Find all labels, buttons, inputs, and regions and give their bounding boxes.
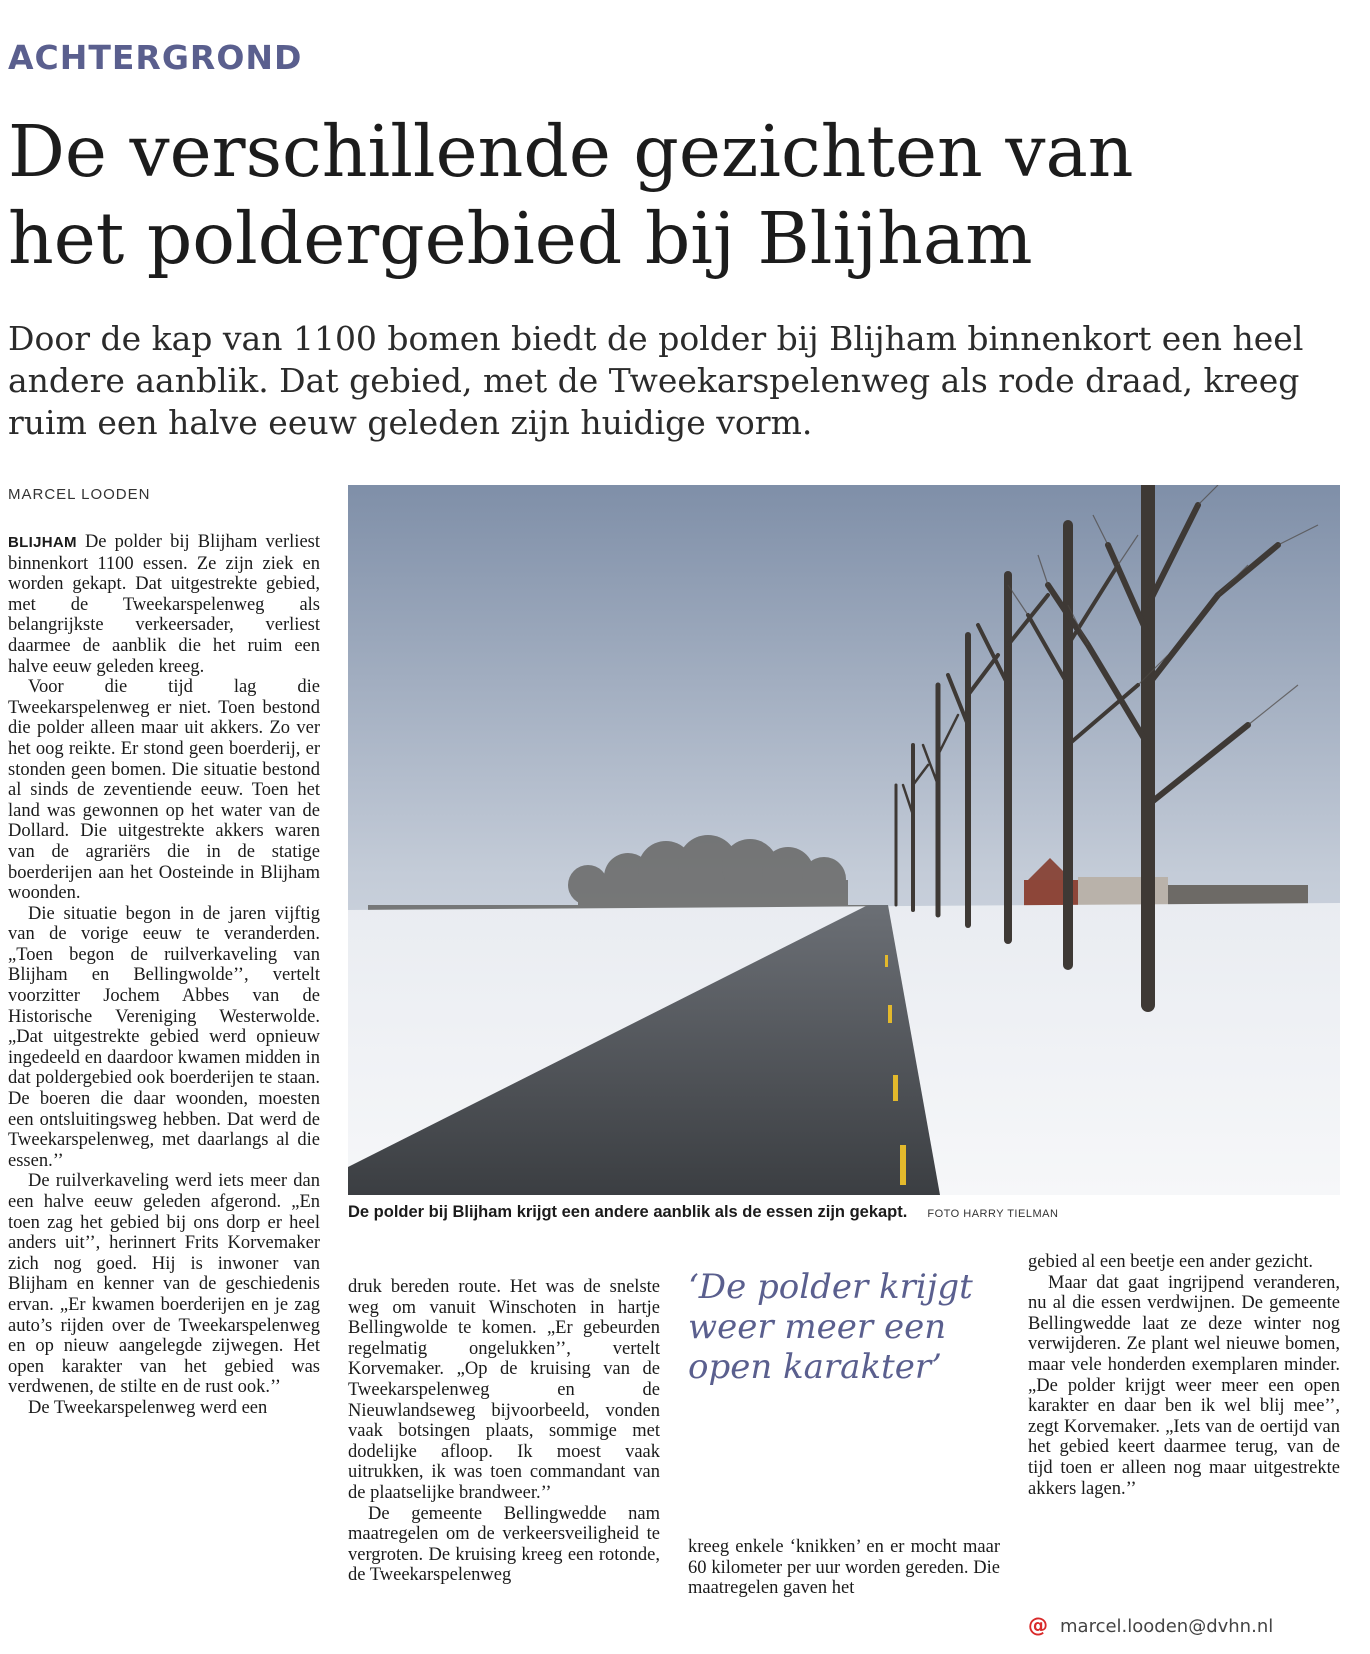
author-email-link[interactable]: marcel.looden@dvhn.nl xyxy=(1060,1616,1274,1637)
body-paragraph: De ruilverkaveling werd iets meer dan een halve eeuw geleden afgerond. „En toen zag het gebied bij ons dorp er heel anders uit’’, herinnert Frits Korvemaker zich nog goed. Hij is inwoner van Blijham en kenner van de geschiedenis ervan. „Er kwamen boerderijen en je zag auto’s rijden over de Tweekarspelenweg en op nieuw aangelegde zijwegen. Het open karakter van het gebied was verdwenen, de stilte en de rust ook.’’ xyxy=(8,1171,320,1398)
article-column-2 xyxy=(348,1277,660,1644)
body-paragraph: druk bereden route. Het was de snelste weg om vanuit Winschoten in hartje Bellingwolde te komen. „Er gebeurden regelmatig ongelukken’’, vertelt Korvemaker. „Op de kruising van de Tweekarspelenweg en de Nieuwlandseweg bijvoorbeeld, vonden vaak botsingen plaats, sommige met dodelijke afloop. Ik moest vaak uitrukken, ik was toen commandant van de plaatselijke brandweer.’’ xyxy=(348,1277,660,1503)
lead-line: Door de kap van 1100 bomen biedt de polder bij Blijham binnenkort een heel xyxy=(8,319,1304,358)
body-paragraph: kreeg enkele ‘knikken’ en er mocht maar 60 kilometer per uur worden gereden. Die maatregelen gaven het xyxy=(688,1537,1000,1599)
photo-credit: FOTO HARRY TIELMAN xyxy=(927,1208,1059,1220)
article-photo xyxy=(348,485,1340,1195)
headline xyxy=(8,108,1308,282)
body-paragraph: Die situatie begon in de jaren vijftig van de vorige eeuw te veranderden. „Toen begon de ruilverkaveling van Blijham en Bellingwolde’’, vertelt voorzitter Jochem Abbes van de Historische Vereniging Westerwolde. „Dat uitgestrekte gebied werd opnieuw ingedeeld en daardoor kwamen midden in dat poldergebied ook boerderijen te staan. De boeren die daar woonden, moesten een ontsluitingsweg hebben. Dat werd de Tweekarspelenweg, met daarlangs al die essen.’’ xyxy=(8,903,320,1171)
lead-line: ruim een halve eeuw geleden zijn huidige vorm. xyxy=(8,403,813,442)
body-paragraph: De gemeente Bellingwedde nam maatregelen om de verkeersveiligheid te vergroten. De kruising kreeg een rotonde, de Tweekarspelenweg xyxy=(348,1503,660,1586)
section-label: ACHTERGROND xyxy=(8,38,303,77)
article-column-1 xyxy=(8,532,320,1642)
snowy-polder-road-image xyxy=(348,485,1340,1195)
lead-paragraph xyxy=(8,318,1348,444)
headline-line: het poldergebied bij Blijham xyxy=(8,197,1033,280)
pull-quote: ‘De polder krijgt weer meer een open karakter’ xyxy=(688,1267,973,1387)
body-paragraph: gebied al een beetje een ander gezicht. xyxy=(1028,1252,1314,1272)
at-icon: @ xyxy=(1028,1613,1048,1637)
lead-line: andere aanblik. Dat gebied, met de Tweekarspelenweg als rode draad, kreeg xyxy=(8,361,1300,400)
photo-caption xyxy=(348,1203,1058,1222)
headline-line: De verschillende gezichten van xyxy=(8,110,1134,193)
body-paragraph: De Tweekarspelenweg werd een xyxy=(28,1397,268,1418)
body-paragraph xyxy=(8,532,320,677)
body-paragraph: Voor die tijd lag die Tweekarspelenweg er niet. Toen bestond die polder alleen maar uit akkers. Zo ver het oog reikte. Er stond geen boerderij, er stonden geen bomen. Die situatie bestond al sinds de zeventiende eeuw. Toen het land was gewonnen op het water van de Dollard. Die uitgestrekte akkers waren van de agrariërs die in de statige boerderijen aan het Oosteinde in Blijham woonden. xyxy=(8,677,320,904)
article-column-3 xyxy=(688,1537,1000,1642)
body-text: De polder bij Blijham verliest binnenkort 1100 essen. Ze zijn ziek en worden gekapt. Dat uitgestrekte gebied, met de Tweekarspelenweg als belangrijkste verkeersader, verliest daarmee de aanblik die het ruim een halve eeuw geleden kreeg. xyxy=(8,532,320,677)
article-column-4 xyxy=(1028,1252,1340,1572)
caption-text: De polder bij Blijham krijgt een andere aanblik als de essen zijn gekapt. xyxy=(348,1203,908,1221)
dateline: BLIJHAM xyxy=(8,534,77,551)
byline: MARCEL LOODEN xyxy=(8,486,151,503)
author-contact xyxy=(1028,1613,1273,1637)
body-paragraph: Maar dat gaat ingrijpend veranderen, nu al die essen verdwijnen. De gemeente Bellingwedde laat ze deze winter nog verwijderen. Ze plant wel nieuwe bomen, maar vele honderden exemplaren minder. „De polder krijgt weer meer een open karakter en daar ben ik wel blij mee’’, zegt Korvemaker. „Iets van de oertijd van het gebied keert daarmee terug, van de tijd toen er alleen nog maar uitgestrekte akkers lagen.’’ xyxy=(1028,1272,1340,1499)
